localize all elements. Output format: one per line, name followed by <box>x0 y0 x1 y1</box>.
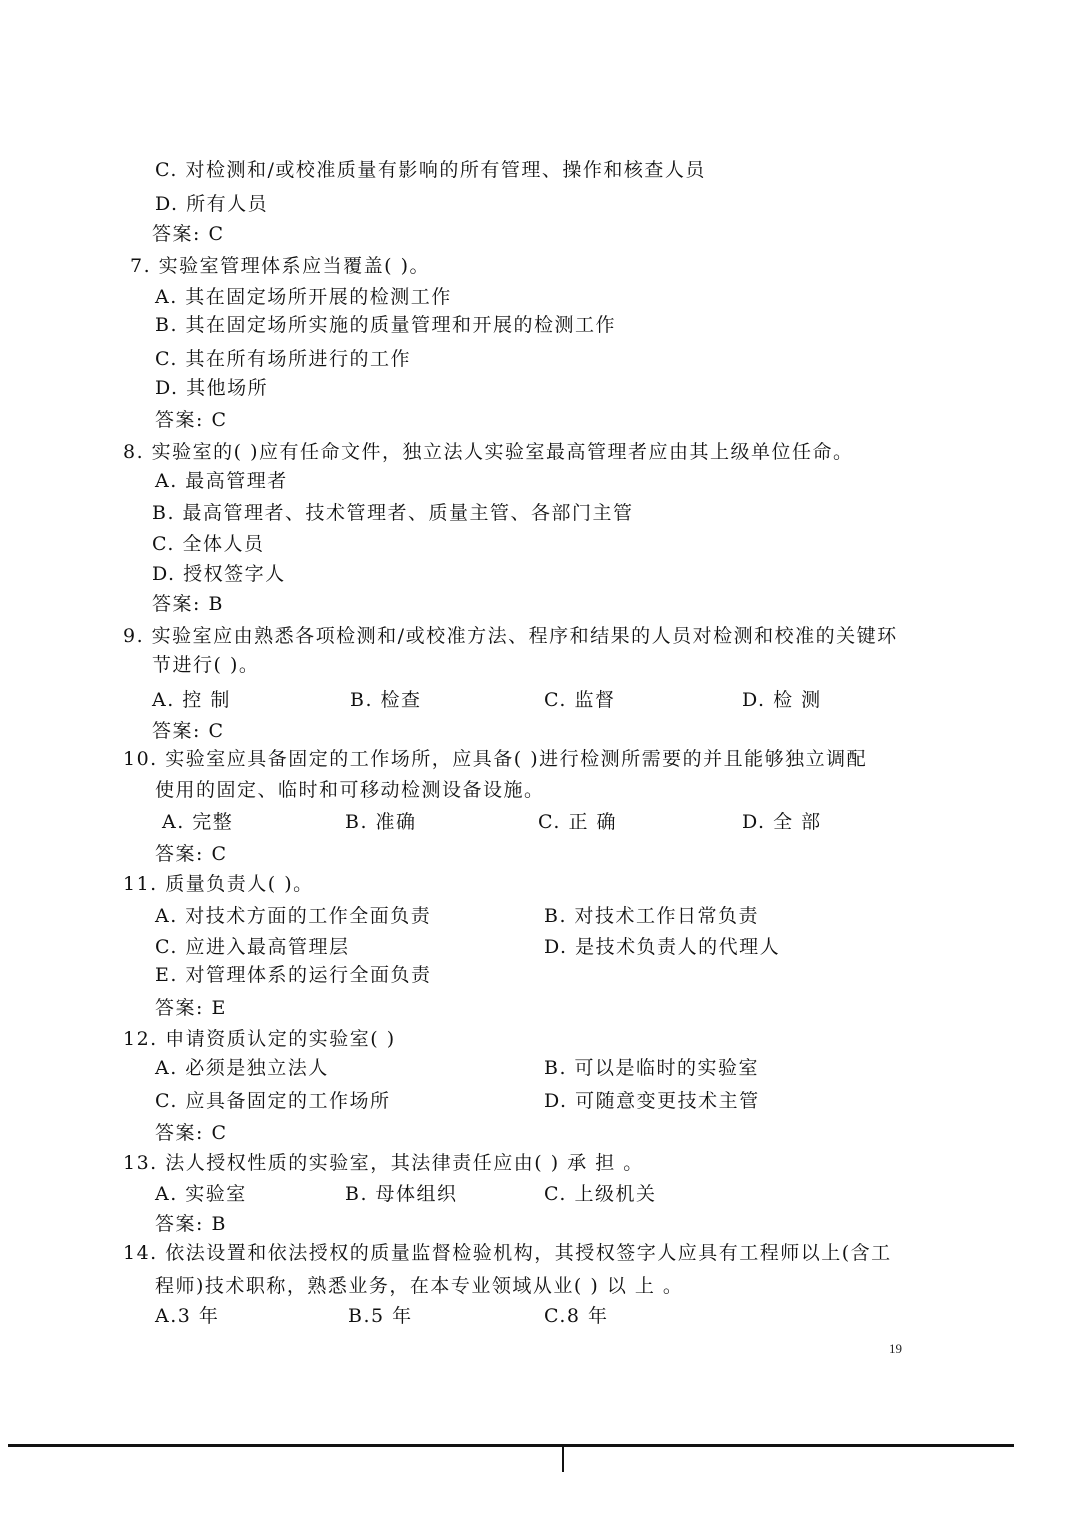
q7-question: 7. 实验室管理体系应当覆盖( )。 <box>130 255 431 277</box>
q12-option-c: C. 应具备固定的工作场所 <box>155 1090 391 1112</box>
q11-answer: 答案: E <box>155 997 227 1019</box>
q9-option-a: A. 控 制 <box>152 689 231 711</box>
q12-option-b: B. 可以是临时的实验室 <box>544 1057 760 1079</box>
q10-option-b: B. 准确 <box>345 811 417 833</box>
q11-option-b: B. 对技术工作日常负责 <box>544 905 760 927</box>
q14-option-a: A.3 年 <box>155 1305 220 1327</box>
q8-option-d: D. 授权签字人 <box>152 563 286 585</box>
q14-question: 14. 依法设置和依法授权的质量监督检验机构，其授权签字人应具有工程师以上(含工 <box>123 1242 892 1264</box>
q12-option-a: A. 必须是独立法人 <box>155 1057 329 1079</box>
page-number: 19 <box>889 1341 902 1356</box>
q13-answer: 答案: B <box>155 1213 227 1235</box>
q8-option-b: B. 最高管理者、技术管理者、质量主管、各部门主管 <box>152 502 634 524</box>
q11-option-a: A. 对技术方面的工作全面负责 <box>155 905 432 927</box>
q8-option-a: A. 最高管理者 <box>155 470 288 492</box>
q9-question: 9. 实验室应由熟悉各项检测和/或校准方法、程序和结果的人员对检测和校准的关键环 <box>123 625 898 647</box>
page-divider-tick <box>562 1446 564 1472</box>
q11-option-c: C. 应进入最高管理层 <box>155 936 350 958</box>
q12-answer: 答案: C <box>155 1122 228 1144</box>
q10-option-d: D. 全 部 <box>742 811 822 833</box>
q12-question: 12. 申请资质认定的实验室( ) <box>123 1028 396 1050</box>
q13-question: 13. 法人授权性质的实验室，其法律责任应由( ) 承 担 。 <box>123 1152 644 1174</box>
q13-option-a: A. 实验室 <box>155 1183 247 1205</box>
q8-question: 8. 实验室的( )应有任命文件，独立法人实验室最高管理者应由其上级单位任命。 <box>123 441 854 463</box>
q11-option-e: E. 对管理体系的运行全面负责 <box>155 964 432 986</box>
q11-question: 11. 质量负责人( )。 <box>123 873 314 895</box>
q10-question-cont: 使用的固定、临时和可移动检测设备设施。 <box>155 779 545 801</box>
q7-option-b: B. 其在固定场所实施的质量管理和开展的检测工作 <box>155 314 617 336</box>
q14-question-cont: 程师)技术职称，熟悉业务，在本专业领域从业( ) 以 上 。 <box>155 1275 684 1297</box>
q9-option-c: C. 监督 <box>544 689 616 711</box>
q9-question-cont: 节进行( )。 <box>152 654 260 676</box>
page-divider <box>8 1444 1014 1447</box>
q10-option-c: C. 正 确 <box>538 811 617 833</box>
q13-option-b: B. 母体组织 <box>345 1183 458 1205</box>
q9-option-b: B. 检查 <box>350 689 422 711</box>
q11-option-d: D. 是技术负责人的代理人 <box>544 936 781 958</box>
q14-option-c: C.8 年 <box>544 1305 609 1327</box>
q6-option-c: C. 对检测和/或校准质量有影响的所有管理、操作和核查人员 <box>155 159 706 181</box>
q10-answer: 答案: C <box>155 843 228 865</box>
q7-option-d: D. 其他场所 <box>155 377 269 399</box>
q10-question: 10. 实验室应具备固定的工作场所，应具备( )进行检测所需要的并且能够独立调配 <box>123 748 868 770</box>
q12-option-d: D. 可随意变更技术主管 <box>544 1090 760 1112</box>
q10-option-a: A. 完整 <box>162 811 234 833</box>
q13-option-c: C. 上级机关 <box>544 1183 657 1205</box>
q6-option-d: D. 所有人员 <box>155 193 269 215</box>
q8-answer: 答案: B <box>152 593 224 615</box>
q6-answer: 答案: C <box>152 223 225 245</box>
q14-option-b: B.5 年 <box>348 1305 413 1327</box>
q7-option-c: C. 其在所有场所进行的工作 <box>155 348 411 370</box>
q9-answer: 答案: C <box>152 720 225 742</box>
q9-option-d: D. 检 测 <box>742 689 822 711</box>
q8-option-c: C. 全体人员 <box>152 533 265 555</box>
q7-option-a: A. 其在固定场所开展的检测工作 <box>155 286 452 308</box>
q7-answer: 答案: C <box>155 409 228 431</box>
